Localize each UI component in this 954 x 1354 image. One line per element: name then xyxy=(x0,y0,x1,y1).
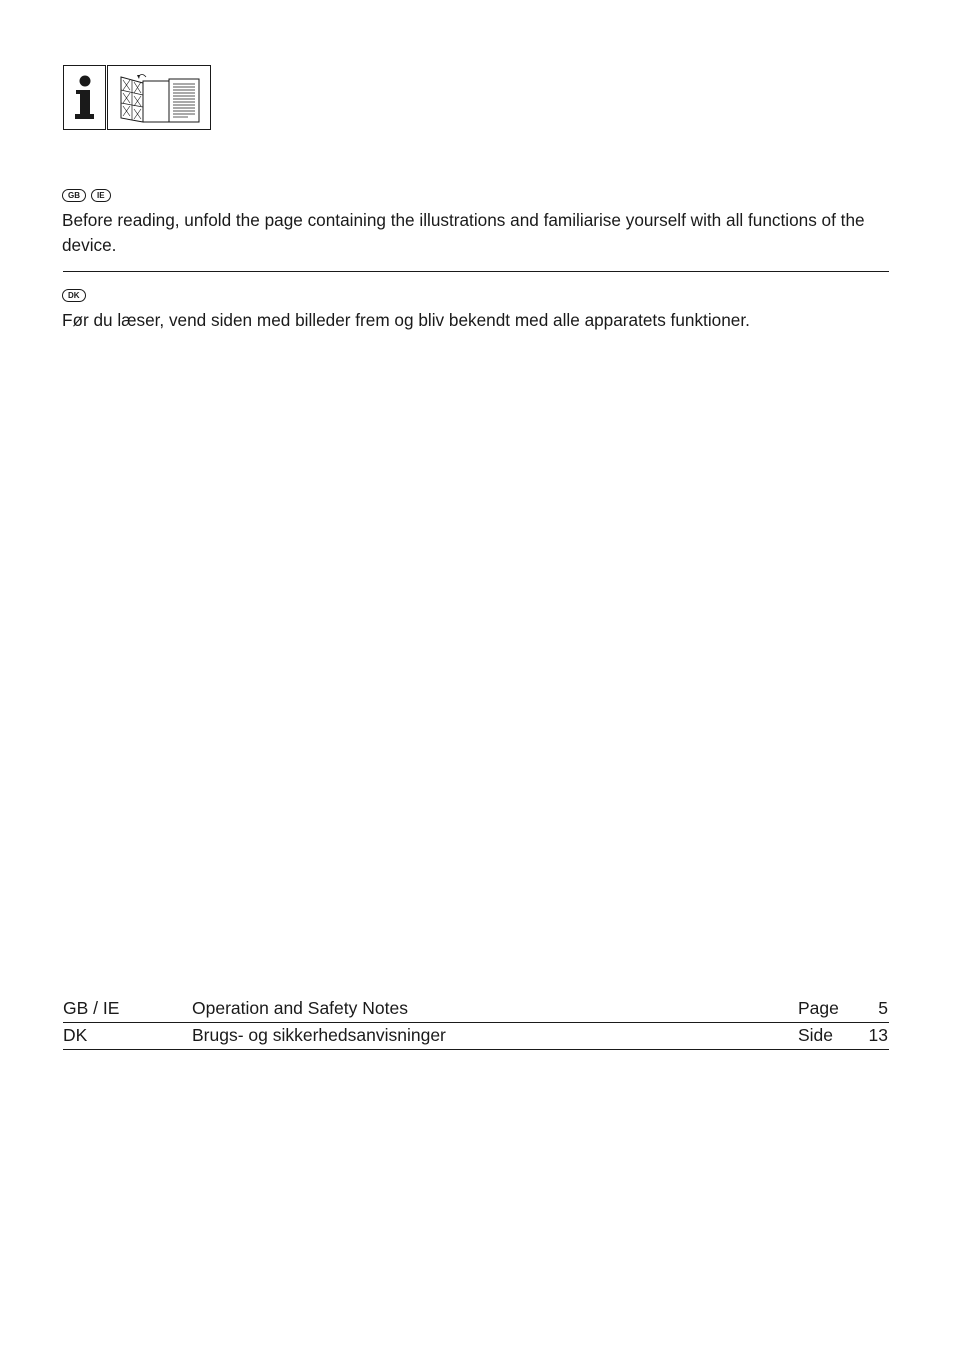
instruction-text-english: Before reading, unfold the page containing the illustrations and familiarise yourself with all functions of the device. xyxy=(62,210,865,255)
language-badges-gb-ie xyxy=(62,189,111,202)
toc-row-gb-ie xyxy=(63,995,889,1022)
toc-language: DK xyxy=(63,1025,88,1045)
unfold-illustration-page-icon xyxy=(107,65,211,130)
toc-title: Brugs- og sikkerhedsanvisninger xyxy=(192,1025,446,1045)
language-badge-dk: DK xyxy=(62,289,86,302)
info-i-glyph xyxy=(64,66,105,129)
toc-page-number: 5 xyxy=(878,998,888,1018)
toc-row-dk xyxy=(63,1022,889,1049)
toc-bottom-rule xyxy=(63,1049,889,1050)
toc-page-label: Side xyxy=(798,1025,834,1045)
fold-out-page-illustration xyxy=(108,66,210,129)
info-icon xyxy=(63,65,106,130)
language-badge-gb: GB xyxy=(62,189,86,202)
toc-page-label: Page xyxy=(798,998,839,1018)
toc-page-number: 13 xyxy=(868,1025,888,1045)
instruction-text-danish: Før du læser, vend siden med billeder frem og bliv bekendt med alle apparatets funktioner. xyxy=(62,310,750,330)
toc-title: Operation and Safety Notes xyxy=(192,998,408,1018)
language-badge-ie: IE xyxy=(91,189,111,202)
language-badges-dk xyxy=(62,289,86,302)
section-divider xyxy=(63,271,889,272)
toc-language: GB / IE xyxy=(63,998,120,1018)
